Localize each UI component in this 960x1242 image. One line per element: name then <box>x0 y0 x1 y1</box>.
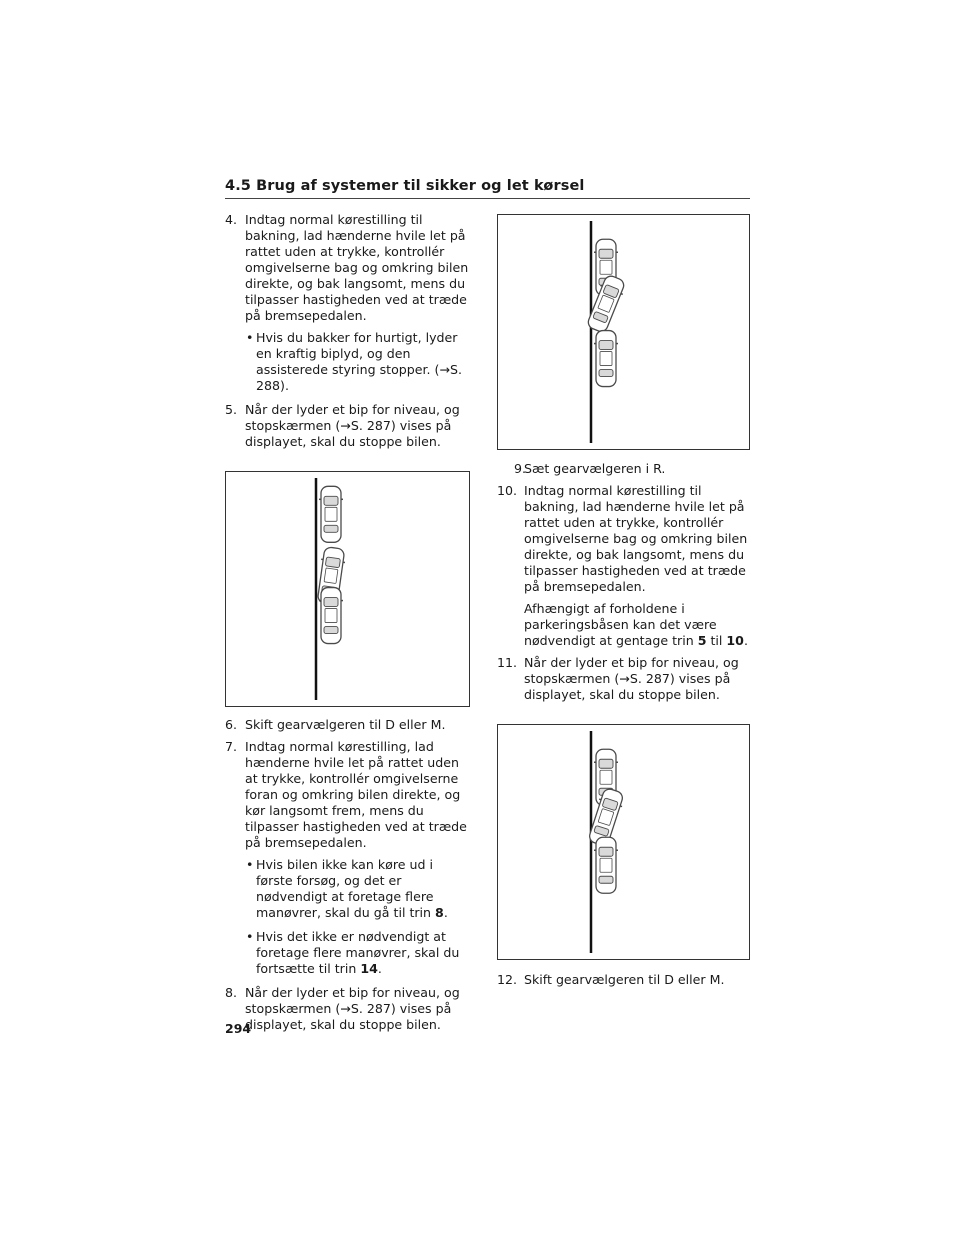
bullet-text-end: . <box>377 961 382 976</box>
bullet-text: Hvis bilen ikke kan køre ud i første forsøg, og det er nødvendigt at foretage flere manøvrer, skal du gå til trin <box>256 857 436 920</box>
step-text: Når der lyder et bip for niveau, og stopskærmen (→S. 287) vises på displayet, skal du stoppe bilen. <box>245 402 460 449</box>
step-text: Indtag normal kørestilling til bakning, lad hænderne hvile let på rattet uden at trykke, kontrollér omgivelserne bag og omkring bilen direkte, og bak langsomt, mens du tilpasser hastigheden ved at træde på bremsepedalen. <box>524 483 748 594</box>
step-6 <box>225 717 470 733</box>
car-body <box>596 331 616 387</box>
car-3 <box>594 837 618 893</box>
note-text-end: . <box>743 633 748 648</box>
step-number: 9. <box>514 461 527 476</box>
car-windshield <box>599 341 613 350</box>
step-number: 4. <box>225 212 238 227</box>
step-12 <box>497 972 750 988</box>
car-windshield <box>599 249 613 258</box>
bullet-dot: • <box>246 857 254 872</box>
bullet-text: Hvis det ikke er nødvendigt at foretage flere manøvrer, skal du fortsætte til trin <box>256 929 460 976</box>
car-windshield <box>324 598 338 607</box>
car-3 <box>594 331 618 387</box>
car-windshield <box>599 759 613 768</box>
step-9 <box>497 461 750 477</box>
step-8 <box>225 985 470 1033</box>
bullet-dot: • <box>246 330 254 345</box>
car-body <box>321 588 341 644</box>
car-3 <box>319 588 343 644</box>
step-text: Skift gearvælgeren til D eller M. <box>524 972 725 987</box>
step-text: Når der lyder et bip for niveau, og stopskærmen (→S. 287) vises på displayet, skal du stoppe bilen. <box>245 985 460 1032</box>
bullet-dot: • <box>246 929 254 944</box>
step-text: Indtag normal kørestilling, lad hænderne hvile let på rattet uden at trykke, kontrollér omgivelserne foran og omkring bilen direkte, og kør langsomt frem, mens du tilpasser hastigheden ved at træde på bremsepedalen. <box>245 739 467 850</box>
step-10-note <box>497 601 750 649</box>
step-4 <box>225 212 470 324</box>
step-7-bullet-2 <box>225 929 470 977</box>
step-reference: 8 <box>435 905 444 920</box>
note-text: Afhængigt af forholdene i parkeringsbåsen kan det være nødvendigt at gentage trin <box>524 601 717 648</box>
step-reference: 5 <box>697 633 707 648</box>
page-number: 294 <box>225 1021 252 1036</box>
step-number: 8. <box>225 985 238 1000</box>
left-column <box>225 212 470 1039</box>
header-divider <box>225 198 750 199</box>
step-reference: 10 <box>726 633 744 648</box>
step-number: 7. <box>225 739 238 754</box>
note-text-mid: til <box>706 633 727 648</box>
bullet-text: Hvis du bakker for hurtigt, lyder en kraftig biplyd, og den assisterede styring stopper. (→S. 288). <box>256 330 463 393</box>
section-header: 4.5 Brug af systemer til sikker og let kørsel <box>225 178 585 194</box>
step-5 <box>225 402 470 450</box>
step-number: 5. <box>225 402 238 417</box>
car-rear-window <box>324 627 338 634</box>
car-rear-window <box>599 370 613 377</box>
car-mirror-right <box>620 806 622 807</box>
step-4-bullet <box>225 330 470 394</box>
step-number: 10. <box>497 483 518 498</box>
car-1 <box>319 486 343 542</box>
step-7-bullet-1 <box>225 857 470 921</box>
parking-figure-1 <box>225 471 470 707</box>
step-text: Skift gearvælgeren til D eller M. <box>245 717 446 732</box>
car-mirror-left <box>599 799 601 800</box>
parking-diagram <box>226 472 469 706</box>
step-number: 12. <box>497 972 518 987</box>
step-reference: 14 <box>360 961 378 976</box>
car-rear-window <box>324 525 338 532</box>
car-windshield <box>325 557 340 568</box>
parking-diagram <box>498 725 749 959</box>
step-number: 6. <box>225 717 238 732</box>
car-body <box>321 486 341 542</box>
step-7 <box>225 739 470 851</box>
step-text: Sæt gearvælgeren i R. <box>524 461 666 476</box>
car-rear-window <box>599 876 613 883</box>
bullet-text-end: . <box>443 905 448 920</box>
parking-diagram <box>498 215 749 449</box>
step-number: 11. <box>497 655 518 670</box>
step-text: Indtag normal kørestilling til bakning, lad hænderne hvile let på rattet uden at trykke, kontrollér omgivelserne bag og omkring bilen direkte, og bak langsomt, mens du tilpasser hastigheden ved at træde på bremsepedalen. <box>245 212 469 323</box>
step-text: Når der lyder et bip for niveau, og stopskærmen (→S. 287) vises på displayet, skal du stoppe bilen. <box>524 655 739 702</box>
step-10 <box>497 483 750 595</box>
right-column <box>497 214 750 994</box>
car-mirror-left <box>600 285 602 286</box>
car-mirror-right <box>621 294 623 295</box>
parking-figure-3 <box>497 724 750 960</box>
car-windshield <box>324 496 338 505</box>
car-windshield <box>599 847 613 856</box>
car-body <box>596 837 616 893</box>
step-11 <box>497 655 750 703</box>
parking-figure-2 <box>497 214 750 450</box>
